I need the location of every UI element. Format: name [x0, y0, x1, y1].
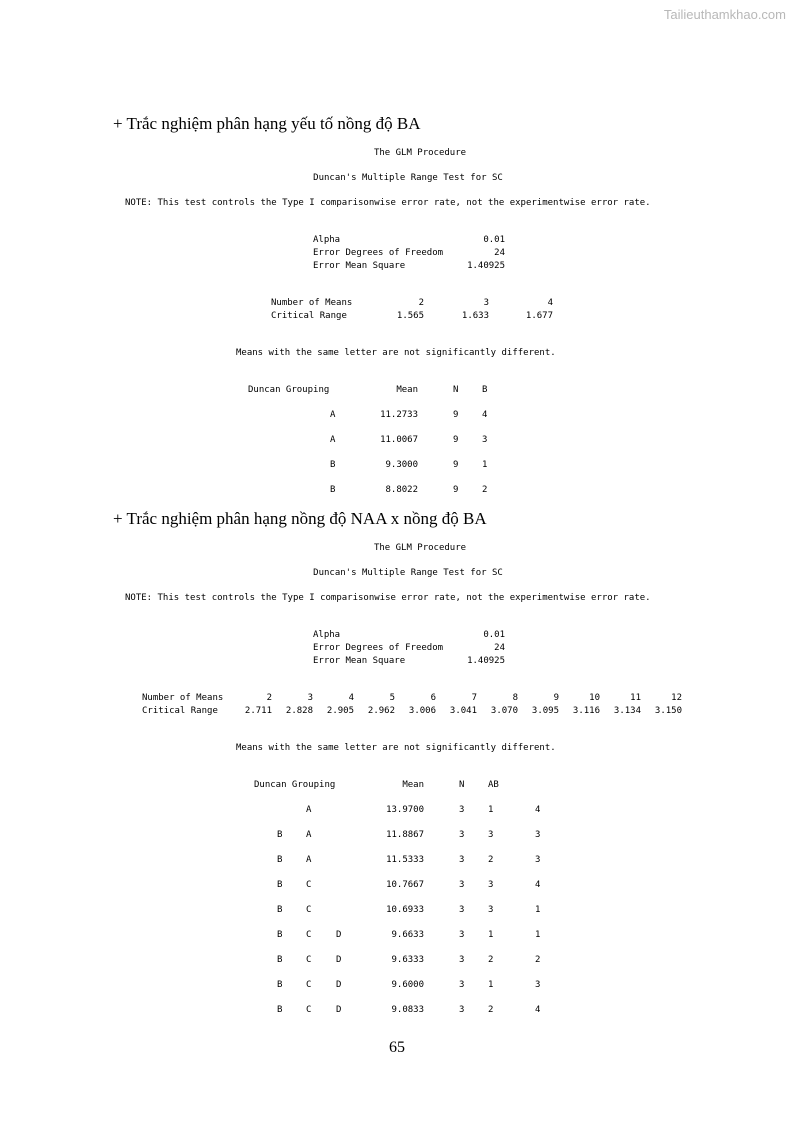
number-of-means-value: 3: [307, 693, 313, 703]
header-factor: B: [482, 385, 488, 395]
n-value: 3: [459, 830, 465, 840]
number-of-means-value: 2: [418, 298, 424, 308]
group-letter: B: [277, 1005, 283, 1015]
critical-range-value: 3.041: [449, 706, 477, 716]
alpha-label: Alpha: [313, 235, 341, 245]
ba-level: 4: [535, 1005, 541, 1015]
number-of-means-value: 11: [630, 693, 641, 703]
mean-value: 9.3000: [385, 460, 418, 470]
critical-range-value: 2.962: [367, 706, 395, 716]
mse-label: Error Mean Square: [313, 261, 406, 271]
mean-value: 9.6333: [391, 955, 424, 965]
watermark: Tailieuthamkhao.com: [663, 7, 786, 22]
page-number: 65: [389, 1039, 405, 1056]
note-text: NOTE: This test controls the Type I comparisonwise error rate, not the experimentwise error rate.: [125, 593, 651, 603]
group-letter: B: [277, 980, 283, 990]
mean-value: 10.7667: [386, 880, 424, 890]
number-of-means-value: 7: [471, 693, 477, 703]
test-title: Duncan's Multiple Range Test for SC: [313, 568, 503, 578]
alpha-value: 0.01: [483, 235, 505, 245]
critical-range-value: 1.565: [396, 311, 424, 321]
header-factor: AB: [488, 780, 499, 790]
header-grouping: Duncan Grouping: [254, 780, 336, 790]
group-letter: A: [306, 830, 312, 840]
mean-value: 9.6000: [391, 980, 424, 990]
header-grouping: Duncan Grouping: [248, 385, 330, 395]
n-value: 3: [459, 805, 465, 815]
critical-range-value: 1.633: [461, 311, 489, 321]
mean-value: 9.6633: [391, 930, 424, 940]
group-letter: D: [336, 1005, 342, 1015]
header-n: N: [459, 780, 465, 790]
ba-level: 3: [535, 830, 541, 840]
header-n: N: [453, 385, 459, 395]
n-value: 3: [459, 905, 465, 915]
group-letter: B: [277, 905, 283, 915]
naa-level: 2: [488, 855, 494, 865]
section-heading: + Trắc nghiệm phân hạng yếu tố nồng độ BA: [113, 114, 421, 133]
level-value: 1: [482, 460, 488, 470]
n-value: 3: [459, 1005, 465, 1015]
mse-label: Error Mean Square: [313, 656, 406, 666]
group-letter: B: [330, 485, 336, 495]
n-value: 9: [453, 485, 459, 495]
naa-level: 3: [488, 880, 494, 890]
n-value: 9: [453, 460, 459, 470]
n-value: 3: [459, 880, 465, 890]
alpha-value: 0.01: [483, 630, 505, 640]
group-letter: B: [277, 930, 283, 940]
mean-value: 11.8867: [386, 830, 424, 840]
naa-level: 3: [488, 905, 494, 915]
procedure-title: The GLM Procedure: [373, 148, 467, 158]
critical-range-value: 3.134: [613, 706, 641, 716]
n-value: 3: [459, 980, 465, 990]
group-letter: A: [330, 410, 336, 420]
group-letter: C: [306, 1005, 312, 1015]
critical-range-label: Critical Range: [271, 311, 347, 321]
ba-level: 4: [535, 805, 541, 815]
alpha-label: Alpha: [313, 630, 341, 640]
group-letter: D: [336, 980, 342, 990]
number-of-means-value: 10: [589, 693, 600, 703]
critical-range-value: 3.116: [572, 706, 600, 716]
naa-level: 2: [488, 1005, 494, 1015]
number-of-means-value: 4: [348, 693, 354, 703]
n-value: 3: [459, 955, 465, 965]
means-note: Means with the same letter are not significantly different.: [236, 743, 556, 753]
procedure-title: The GLM Procedure: [373, 543, 467, 553]
n-value: 3: [459, 855, 465, 865]
ba-level: 1: [535, 905, 541, 915]
mse-value: 1.40925: [467, 656, 505, 666]
critical-range-value: 2.828: [285, 706, 313, 716]
mean-value: 11.2733: [380, 410, 418, 420]
means-note: Means with the same letter are not significantly different.: [236, 348, 556, 358]
ba-level: 3: [535, 980, 541, 990]
level-value: 3: [482, 435, 488, 445]
mean-value: 9.0833: [391, 1005, 424, 1015]
group-letter: C: [306, 980, 312, 990]
header-mean: Mean: [402, 780, 424, 790]
n-value: 9: [453, 435, 459, 445]
group-letter: B: [277, 855, 283, 865]
naa-level: 1: [488, 805, 494, 815]
number-of-means-value: 8: [512, 693, 518, 703]
critical-range-value: 2.711: [244, 706, 272, 716]
test-title: Duncan's Multiple Range Test for SC: [313, 173, 503, 183]
ba-level: 2: [535, 955, 541, 965]
ba-level: 3: [535, 855, 541, 865]
group-letter: B: [330, 460, 336, 470]
naa-level: 1: [488, 980, 494, 990]
ba-level: 1: [535, 930, 541, 940]
critical-range-value: 3.095: [531, 706, 559, 716]
number-of-means-value: 12: [671, 693, 682, 703]
group-letter: A: [330, 435, 336, 445]
group-letter: C: [306, 930, 312, 940]
mean-value: 11.5333: [386, 855, 424, 865]
note-text: NOTE: This test controls the Type I comparisonwise error rate, not the experimentwise error rate.: [125, 198, 651, 208]
df-value: 24: [494, 643, 505, 653]
group-letter: A: [306, 855, 312, 865]
df-value: 24: [494, 248, 505, 258]
mean-value: 13.9700: [386, 805, 424, 815]
mean-value: 11.0067: [380, 435, 418, 445]
critical-range-label: Critical Range: [142, 706, 218, 716]
n-value: 3: [459, 930, 465, 940]
section-heading: + Trắc nghiệm phân hạng nồng độ NAA x nồng độ BA: [113, 509, 487, 528]
ba-level: 4: [535, 880, 541, 890]
level-value: 2: [482, 485, 488, 495]
number-of-means-value: 5: [389, 693, 395, 703]
mse-value: 1.40925: [467, 261, 505, 271]
critical-range-value: 3.006: [408, 706, 436, 716]
df-label: Error Degrees of Freedom: [313, 643, 444, 653]
mean-value: 8.8022: [385, 485, 418, 495]
level-value: 4: [482, 410, 488, 420]
group-letter: C: [306, 880, 312, 890]
group-letter: C: [306, 905, 312, 915]
critical-range-value: 2.905: [326, 706, 354, 716]
critical-range-value: 1.677: [525, 311, 553, 321]
group-letter: C: [306, 955, 312, 965]
df-label: Error Degrees of Freedom: [313, 248, 444, 258]
group-letter: D: [336, 955, 342, 965]
naa-level: 1: [488, 930, 494, 940]
group-letter: B: [277, 955, 283, 965]
number-of-means-label: Number of Means: [271, 298, 353, 308]
group-letter: D: [336, 930, 342, 940]
mean-value: 10.6933: [386, 905, 424, 915]
group-letter: B: [277, 830, 283, 840]
critical-range-value: 3.150: [654, 706, 682, 716]
n-value: 9: [453, 410, 459, 420]
number-of-means-value: 9: [553, 693, 559, 703]
number-of-means-value: 6: [430, 693, 436, 703]
number-of-means-value: 3: [483, 298, 489, 308]
naa-level: 3: [488, 830, 494, 840]
number-of-means-value: 2: [266, 693, 272, 703]
group-letter: B: [277, 880, 283, 890]
critical-range-value: 3.070: [490, 706, 518, 716]
group-letter: A: [306, 805, 312, 815]
naa-level: 2: [488, 955, 494, 965]
number-of-means-label: Number of Means: [142, 693, 224, 703]
header-mean: Mean: [396, 385, 418, 395]
number-of-means-value: 4: [547, 298, 553, 308]
